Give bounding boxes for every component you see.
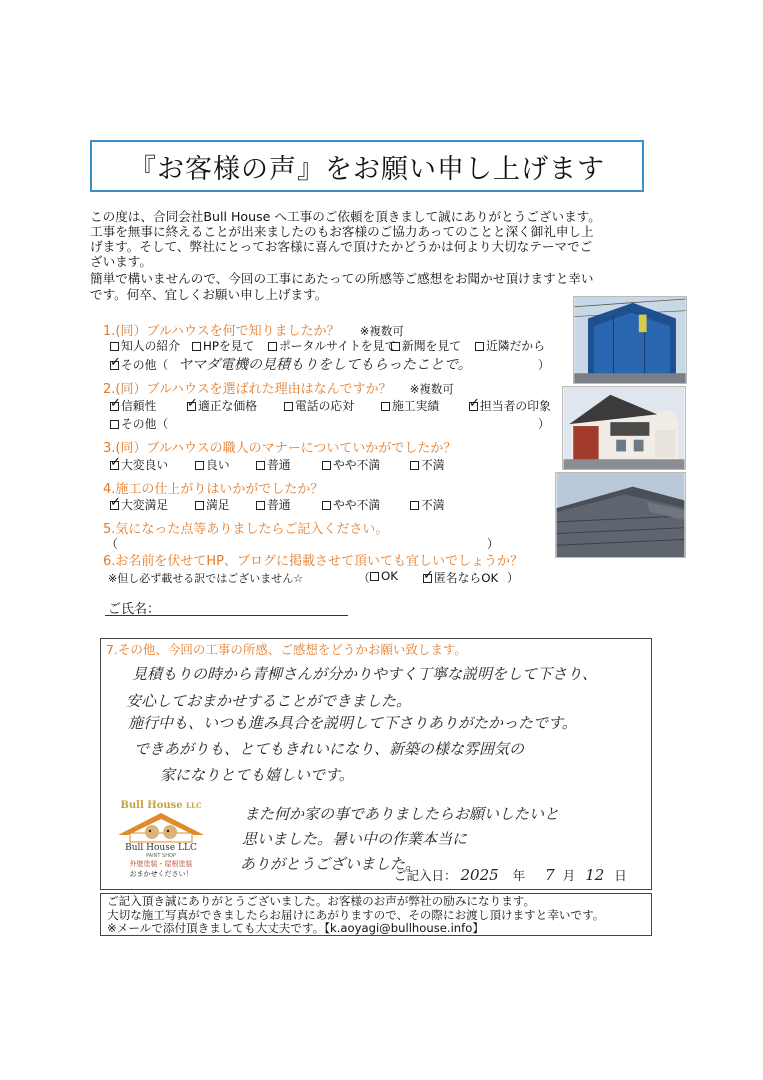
checkbox-checked[interactable] (187, 402, 196, 411)
question-3: 3.(同）ブルハウスの職人のマナーについていかがでしたか？ (103, 441, 457, 456)
intro-line-3: げます。そして、弊社にとってお客様に喜んで頂けたかどうかは何より大切なテーマでご (90, 239, 593, 254)
q2-option-other[interactable] (110, 415, 168, 432)
name-label: ご氏名： (108, 602, 161, 617)
footer-box (100, 893, 652, 936)
intro-line-2: 工事を無事に終えることが出来ましたのもお客様のご協力あってのことと深く御礼申し上 (90, 224, 594, 239)
footer-line-2: 大切な施工写真ができましたらお届けにあがりますので、その際にお渡し頂けますと幸いです。 (107, 907, 605, 922)
date-day-unit: 日 (614, 868, 627, 883)
q6-paren-close: ） (507, 571, 519, 585)
q2-option-1[interactable] (110, 397, 156, 414)
option-label: 不満 (421, 498, 445, 512)
footer-line-1: ご記入頂き誠にありがとうございました。お客様のお声が弊社の励みになります。 (107, 894, 536, 908)
q1-option-2[interactable] (192, 337, 254, 354)
question-7: 7.その他、今回の工事の所感、ご感想をどうかお願い致します。 (106, 642, 467, 657)
option-label: 普通 (267, 458, 291, 472)
checkbox[interactable] (381, 402, 390, 411)
q4-option-2[interactable] (195, 496, 230, 513)
q1-label: 1.(同）ブルハウスを何で知りましたか？ (103, 324, 340, 339)
company-logo (108, 800, 214, 884)
intro-line-4: ざいます。 (90, 254, 152, 269)
checkbox[interactable] (370, 572, 379, 581)
checkbox[interactable] (322, 501, 331, 510)
option-label: 知人の紹介 (121, 339, 180, 353)
logo-tag-2: おまかせください！ (129, 870, 193, 878)
checkbox-checked[interactable] (110, 501, 119, 510)
q3-option-3[interactable] (256, 456, 291, 473)
q3-option-2[interactable] (195, 456, 230, 473)
checkbox-checked[interactable] (423, 574, 432, 583)
intro-line-6: です。何卒、宜しくお願い申し上げます。 (90, 287, 328, 302)
checkbox[interactable] (195, 461, 204, 470)
date-month-unit: 月 (562, 868, 576, 883)
q2-option-3[interactable] (284, 397, 354, 414)
checkbox[interactable] (110, 420, 119, 429)
checkbox[interactable] (391, 342, 400, 351)
q6-note: ※但し必ず載せる訳ではございません☆ (108, 572, 304, 585)
date-month[interactable]: 7 (545, 866, 555, 884)
question-4: 4.施工の仕上がりはいかがでしたか？ (103, 482, 324, 497)
question-5: 5.気になった点等ありましたらご記入ください。 (103, 522, 389, 537)
comment-line-3: 施行中も、いつも進み具合を説明して下さりありがたかったです。 (128, 714, 577, 732)
checkbox[interactable] (256, 461, 265, 470)
question-2 (103, 378, 454, 397)
checkbox[interactable] (410, 461, 419, 470)
q2-close-paren: ） (538, 417, 550, 431)
finished-house-photo (562, 386, 686, 470)
checkbox[interactable] (195, 501, 204, 510)
comment-line-6: また何か家の事でありましたらお願いしたいと (244, 805, 560, 823)
logo-name-top: Bull House LLC (120, 800, 202, 811)
roof-photo (555, 472, 686, 558)
q1-close-paren: ） (538, 358, 550, 372)
q2-option-2[interactable] (187, 397, 257, 414)
q2-option-4[interactable] (381, 397, 439, 414)
comment-line-8: ありがとうございました。 (240, 855, 421, 873)
q1-option-3[interactable] (268, 337, 396, 354)
checkbox[interactable] (268, 342, 277, 351)
checkbox-checked[interactable] (110, 361, 119, 370)
q3-option-1[interactable] (110, 456, 168, 473)
option-label: OK (381, 569, 399, 583)
logo-name: Bull House LLC (125, 843, 197, 853)
q1-option-1[interactable] (110, 337, 180, 354)
option-label: ポータルサイトを見て (279, 339, 397, 353)
option-label: やや不満 (333, 458, 381, 472)
q5-open-paren: （ (106, 537, 118, 551)
option-label: 良い (206, 458, 230, 472)
footer-line-3: ※メールで添付頂きましても大丈夫です。【k.aoyagi@bullhouse.info】 (107, 921, 484, 935)
q1-note: ※複数可 (359, 324, 404, 338)
option-label: HPを見て (203, 339, 255, 353)
checkbox[interactable] (256, 501, 265, 510)
q1-option-other[interactable] (110, 356, 168, 373)
q2-note: ※複数可 (409, 382, 454, 396)
q6-option-ok[interactable] (370, 569, 398, 583)
date-entry (394, 866, 627, 884)
option-label: 不満 (421, 458, 445, 472)
option-label: 満足 (206, 498, 230, 512)
comment-line-7: 思いました。暑い中の作業本当に (242, 830, 468, 848)
q1-option-4[interactable] (391, 337, 461, 354)
option-label: その他（ (121, 358, 169, 372)
option-label: 担当者の印象 (480, 399, 551, 413)
checkbox[interactable] (322, 461, 331, 470)
option-label: 信頼性 (121, 399, 157, 413)
name-field[interactable] (105, 615, 348, 616)
option-label: 匿名ならOK (434, 571, 499, 585)
intro-line-1: この度は、合同会社Bull House へ工事のご依頼を頂きまして誠にありがとうございます。 (90, 209, 601, 224)
question-6: 6.お名前を伏せてHP、ブログに掲載させて頂いても宜しいでしょうか？ (103, 554, 524, 569)
checkbox[interactable] (284, 402, 293, 411)
q2-label: 2.(同）ブルハウスを選ばれた理由はなんですか？ (103, 382, 392, 397)
checkbox[interactable] (410, 501, 419, 510)
title-box (90, 140, 644, 192)
option-label: 普通 (267, 498, 291, 512)
q4-option-5[interactable] (410, 496, 445, 513)
checkbox[interactable] (475, 342, 484, 351)
q5-close-paren: ） (487, 537, 499, 551)
q1-other-value[interactable]: ヤマダ電機の見積もりをしてもらったことで。 (178, 357, 472, 373)
option-label: 新聞を見て (402, 339, 461, 353)
option-label: 施工実績 (392, 399, 440, 413)
checkbox-checked[interactable] (110, 402, 119, 411)
checkbox[interactable] (110, 342, 119, 351)
comment-line-1: 見積もりの時から青柳さんが分かりやすく丁寧な説明をして下さり、 (132, 665, 598, 683)
option-label: 電話の応対 (295, 399, 354, 413)
q3-option-5[interactable] (410, 456, 445, 473)
date-label: ご記入日： (394, 868, 457, 883)
date-day[interactable]: 12 (585, 866, 605, 884)
comment-line-2: 安心しておまかせすることができました。 (126, 692, 412, 710)
intro-line-5: 簡単で構いませんので、今回の工事にあたっての所感等ご感想をお聞かせ頂けますと幸い (90, 271, 594, 286)
page-title: 『お客様の声』をお願い申し上げます (129, 153, 605, 185)
option-label: 適正な価格 (198, 399, 257, 413)
bulldog-house-icon (108, 811, 214, 843)
q2-option-5[interactable] (469, 397, 551, 414)
comment-line-5: 家になりとても嬉しいです。 (160, 766, 354, 784)
date-year[interactable]: 2025 (460, 866, 499, 884)
q4-option-4[interactable] (322, 496, 380, 513)
option-label: その他（ (121, 417, 169, 431)
q4-option-3[interactable] (256, 496, 291, 513)
q4-option-1[interactable] (110, 496, 168, 513)
option-label: やや不満 (333, 498, 381, 512)
logo-tag-1: 外壁塗装・屋根塗装 (129, 860, 193, 868)
checkbox-checked[interactable] (110, 461, 119, 470)
option-label: 近隣だから (486, 339, 545, 353)
q6-paren-open: （ (358, 571, 370, 585)
q5-answer-field[interactable] (120, 536, 480, 550)
q1-option-5[interactable] (475, 337, 545, 354)
house-scaffold-photo (573, 296, 687, 384)
logo-sub: PAINT SHOP (146, 853, 176, 859)
option-label: 大変満足 (121, 498, 169, 512)
date-year-unit: 年 (512, 868, 526, 883)
checkbox[interactable] (192, 342, 201, 351)
q6-option-anonymous[interactable] (423, 569, 498, 586)
q3-option-4[interactable] (322, 456, 380, 473)
checkbox-checked[interactable] (469, 402, 478, 411)
comment-line-4: できあがりも、とてもきれいになり、新築の様な雰囲気の (134, 740, 525, 758)
option-label: 大変良い (121, 458, 169, 472)
